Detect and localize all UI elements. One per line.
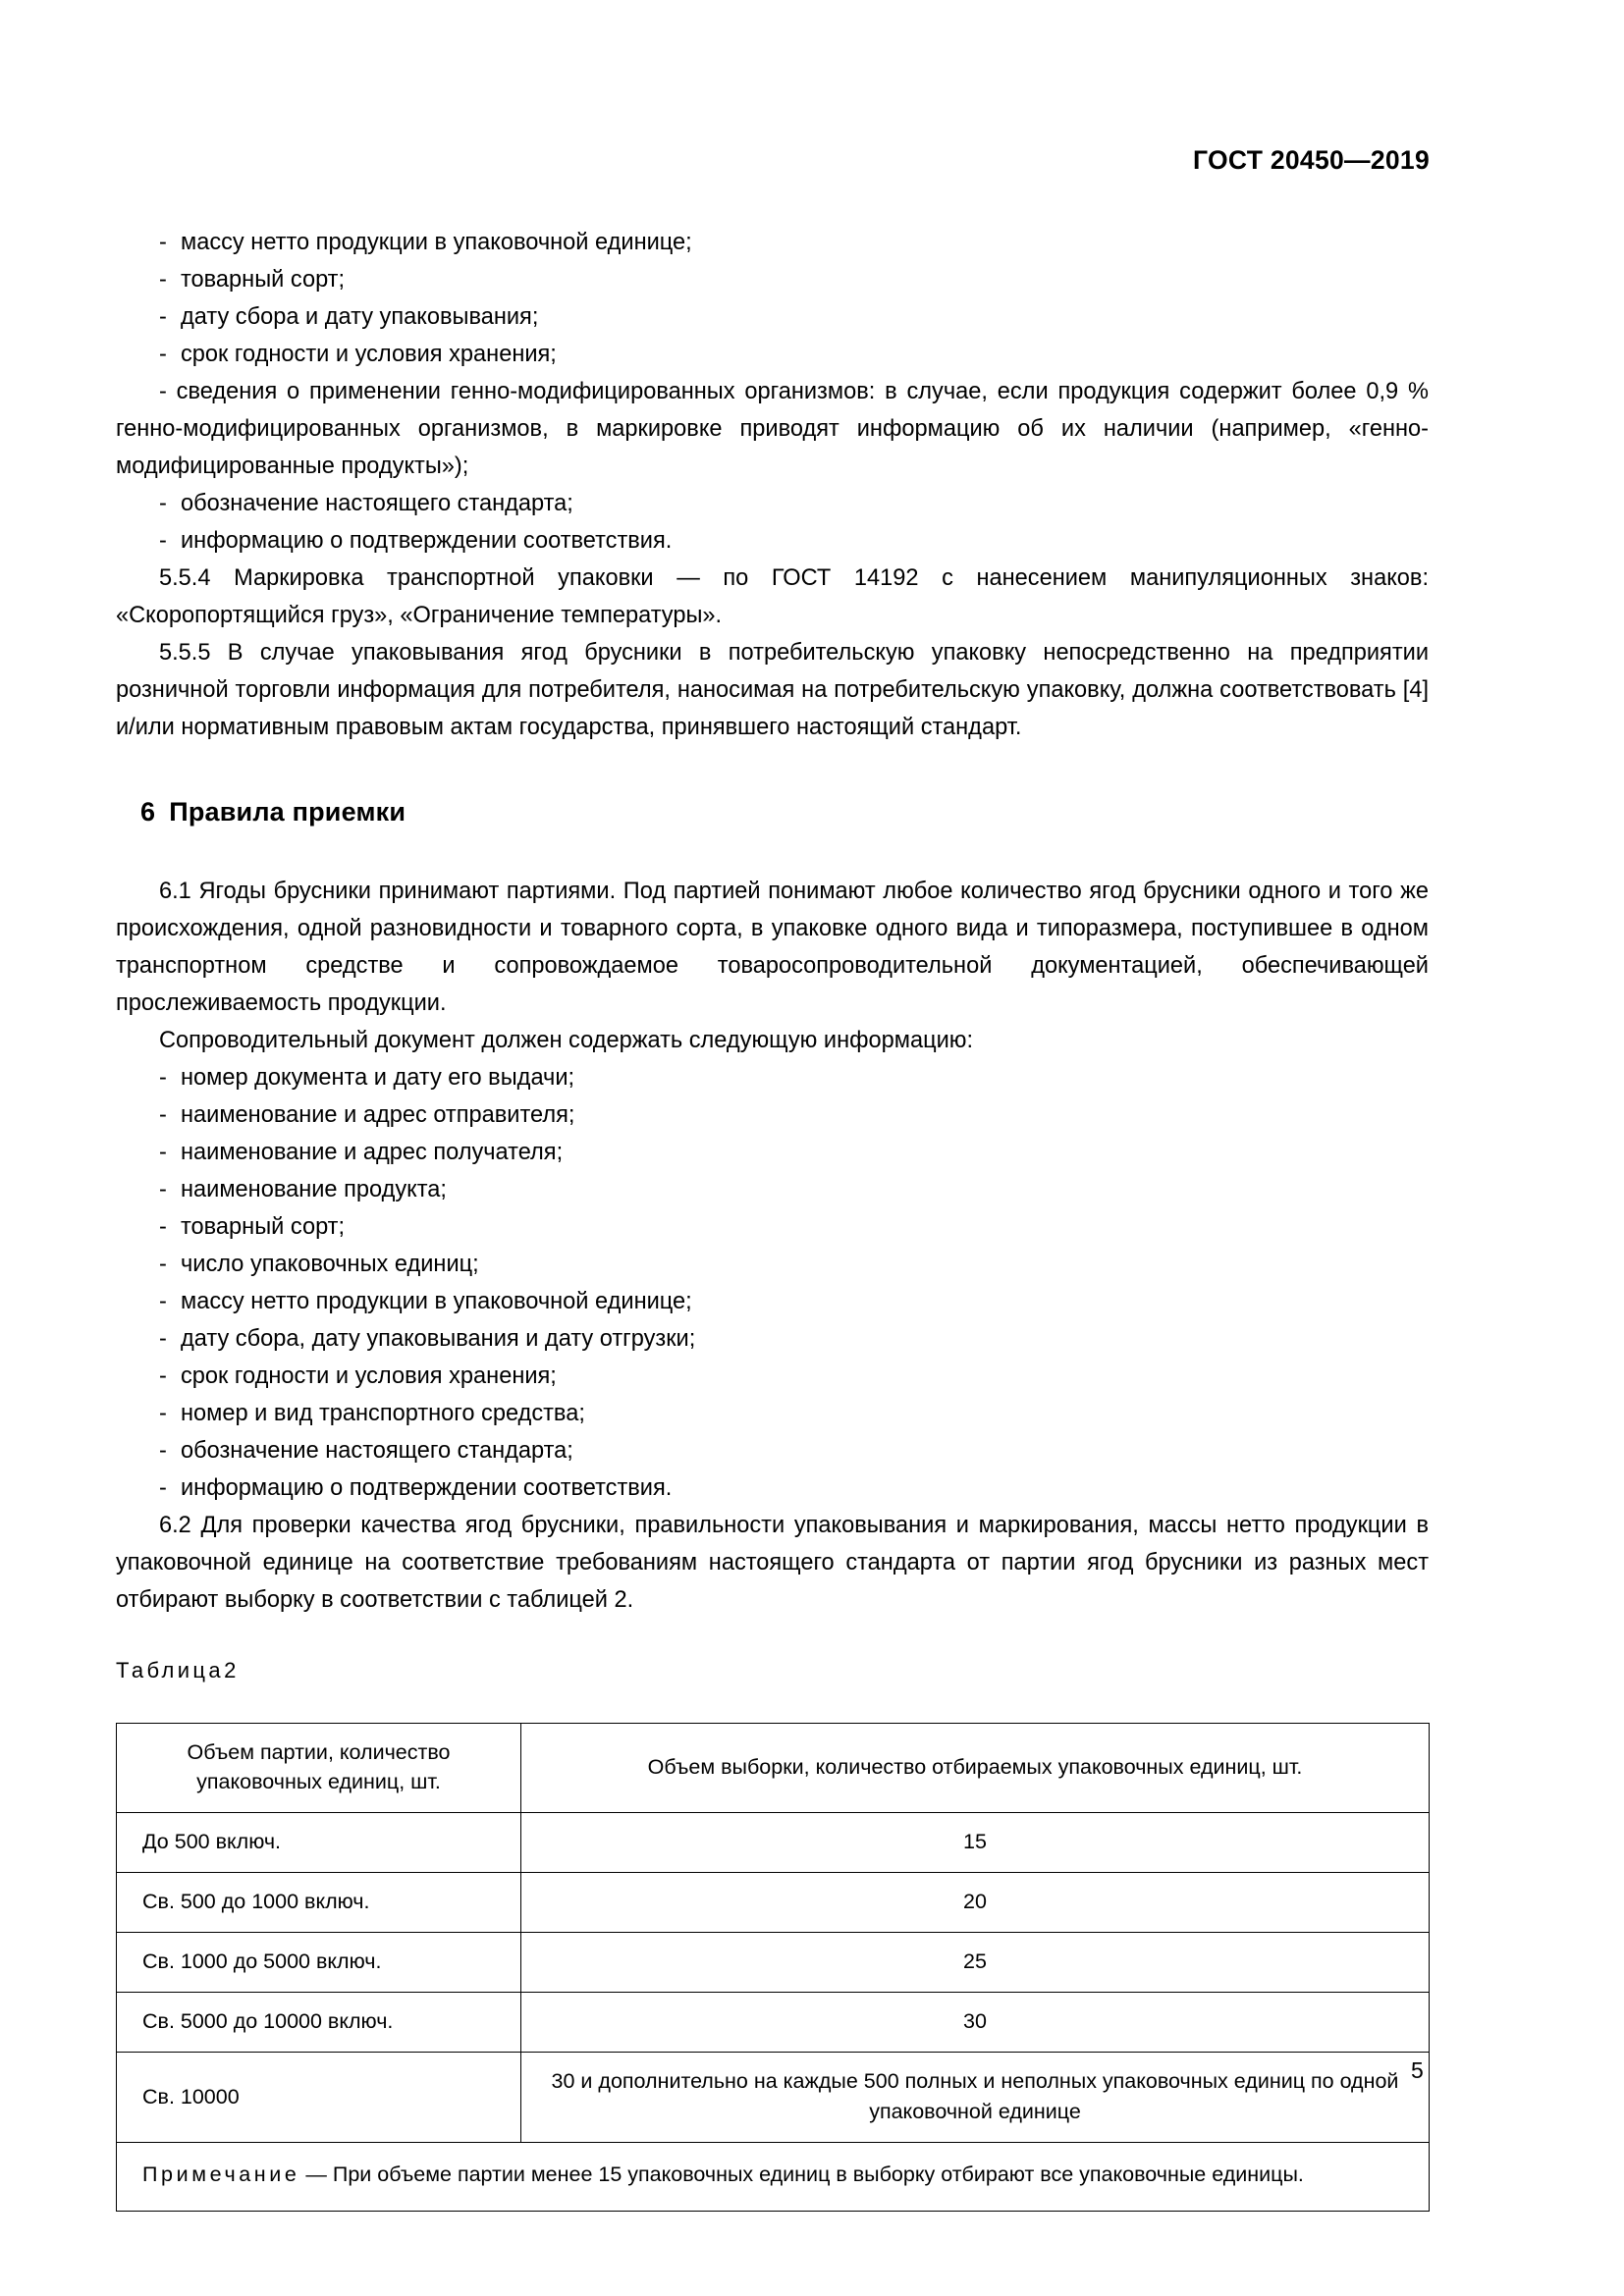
cell-lot-volume: Св. 500 до 1000 включ.: [117, 1873, 521, 1933]
cell-sample-volume: 25: [521, 1933, 1430, 1993]
dash-marker: -: [159, 1326, 167, 1352]
list-item: - информацию о подтверждении соответствия.: [116, 522, 1429, 560]
section-heading-6: [116, 797, 1429, 828]
table-caption: [116, 1652, 1429, 1689]
list-item: - дату сбора, дату упаковывания и дату отгрузки;: [116, 1320, 1429, 1358]
clause-6-2: 6.2 Для проверки качества ягод брусники, правильности упаковывания и маркирования, массы нетто продукции в упаковочной единице на соответствие требованиям настоящего стандарта от партии ягод брусники из разных мест отбирают выборку в соответствии с таблицей 2.: [116, 1513, 1429, 1613]
dash-marker: -: [159, 491, 167, 516]
dash-marker: -: [159, 230, 167, 255]
doc-list-lead-in: Сопроводительный документ должен содержать следующую информацию:: [159, 1028, 974, 1053]
cell-sample-volume: 15: [521, 1813, 1430, 1873]
dash-marker: -: [159, 304, 167, 330]
cell-sample-volume: 30: [521, 1993, 1430, 2053]
cell-lot-volume: Св. 10000: [117, 2053, 521, 2143]
cell-sample-volume: 30 и дополнительно на каждые 500 полных и неполных упаковочных единиц по одной упаковочной единице: [521, 2053, 1430, 2143]
list-item: - товарный сорт;: [116, 261, 1429, 298]
dash-marker: -: [159, 1140, 167, 1165]
paragraph-gmo: - сведения о применении генно-модифицированных организмов: в случае, если продукция содержит более 0,9 % генно-модифицированных организмов, в маркировке приводят информацию об их наличии (например, «генно-модифицированные продукты»);: [116, 379, 1429, 479]
table-note-label: Примечание: [142, 2163, 300, 2186]
list-item: - число упаковочных единиц;: [116, 1246, 1429, 1283]
table-row: [117, 1993, 1430, 2053]
table-caption-number: 2: [224, 1658, 237, 1682]
list-item: - информацию о подтверждении соответствия.: [116, 1469, 1429, 1507]
table-row: [117, 1933, 1430, 1993]
dash-marker: -: [159, 342, 167, 367]
table-caption-label: Таблица: [116, 1658, 225, 1682]
list-item: - номер и вид транспортного средства;: [116, 1395, 1429, 1432]
cell-lot-volume: Св. 1000 до 5000 включ.: [117, 1933, 521, 1993]
list-item: - наименование и адрес получателя;: [116, 1134, 1429, 1171]
section-title: Правила приемки: [169, 797, 406, 827]
table-2: [116, 1723, 1430, 2212]
page-number: 5: [1411, 2057, 1424, 2083]
dash-marker: -: [159, 1177, 167, 1202]
page-content: [116, 224, 1429, 2212]
table-row: [117, 1873, 1430, 1933]
table-2-block: [116, 1652, 1429, 2212]
list-item: - срок годности и условия хранения;: [116, 1358, 1429, 1395]
dash-marker: -: [159, 1438, 167, 1464]
dash-marker: -: [159, 528, 167, 554]
dash-marker: -: [159, 1252, 167, 1277]
clause-6-1: 6.1 Ягоды брусники принимают партиями. Под партией понимают любое количество ягод брусники одного и того же происхождения, одной разновидности и товарного сорта, в упаковке одного вида и типоразмера, поступившее в одном транспортном средстве и сопровождаемое товаросопроводительной документацией, обеспечивающей прослеживаемость продукции.: [116, 879, 1429, 1016]
table-row: [117, 1813, 1430, 1873]
cell-lot-volume: До 500 включ.: [117, 1813, 521, 1873]
list-item: - обозначение настоящего стандарта;: [116, 485, 1429, 522]
table-note-text: — При объеме партии менее 15 упаковочных единиц в выборку отбирают все упаковочные единицы.: [299, 2163, 1304, 2186]
list-item: - массу нетто продукции в упаковочной единице;: [116, 1283, 1429, 1320]
list-item: - дату сбора и дату упаковывания;: [116, 298, 1429, 336]
column-header-lot-volume: Объем партии, количество упаковочных единиц, шт.: [117, 1724, 521, 1813]
table-header-row: [117, 1724, 1430, 1813]
dash-marker: -: [159, 1363, 167, 1389]
cell-sample-volume: 20: [521, 1873, 1430, 1933]
spacer: [116, 746, 1429, 797]
dash-marker: -: [159, 1289, 167, 1314]
dash-marker: -: [159, 1065, 167, 1091]
spacer: [116, 1689, 1429, 1723]
list-item: - наименование продукта;: [116, 1171, 1429, 1208]
table-note-row: [117, 2143, 1430, 2212]
table-row: [117, 2053, 1430, 2143]
dash-marker: -: [159, 267, 167, 293]
dash-marker: -: [159, 1475, 167, 1501]
list-item: - срок годности и условия хранения;: [116, 336, 1429, 373]
clause-5-5-4: 5.5.4 Маркировка транспортной упаковки — по ГОСТ 14192 с нанесением манипуляционных знаков: «Скоропортящийся груз», «Ограничение температуры».: [116, 565, 1429, 628]
dash-marker: -: [159, 1102, 167, 1128]
section-number: 6: [140, 797, 156, 827]
list-item: - номер документа и дату его выдачи;: [116, 1059, 1429, 1096]
dash-marker: -: [159, 1401, 167, 1426]
list-item: - массу нетто продукции в упаковочной единице;: [116, 224, 1429, 261]
column-header-sample-volume: Объем выборки, количество отбираемых упаковочных единиц, шт.: [521, 1724, 1430, 1813]
list-item: - товарный сорт;: [116, 1208, 1429, 1246]
dash-marker: -: [159, 1214, 167, 1240]
clause-5-5-5: 5.5.5 В случае упаковывания ягод брусники в потребительскую упаковку непосредственно на предприятии розничной торговли информация для потребителя, наносимая на потребительскую упаковку, должна соответствовать [4] и/или нормативным правовым актам государства, принявшего настоящий стандарт.: [116, 640, 1429, 740]
table-note: [117, 2143, 1430, 2212]
running-header: ГОСТ 20450—2019: [1193, 145, 1430, 175]
list-item: - обозначение настоящего стандарта;: [116, 1432, 1429, 1469]
cell-lot-volume: Св. 5000 до 10000 включ.: [117, 1993, 521, 2053]
list-item: - наименование и адрес отправителя;: [116, 1096, 1429, 1134]
spacer: [116, 828, 1429, 873]
